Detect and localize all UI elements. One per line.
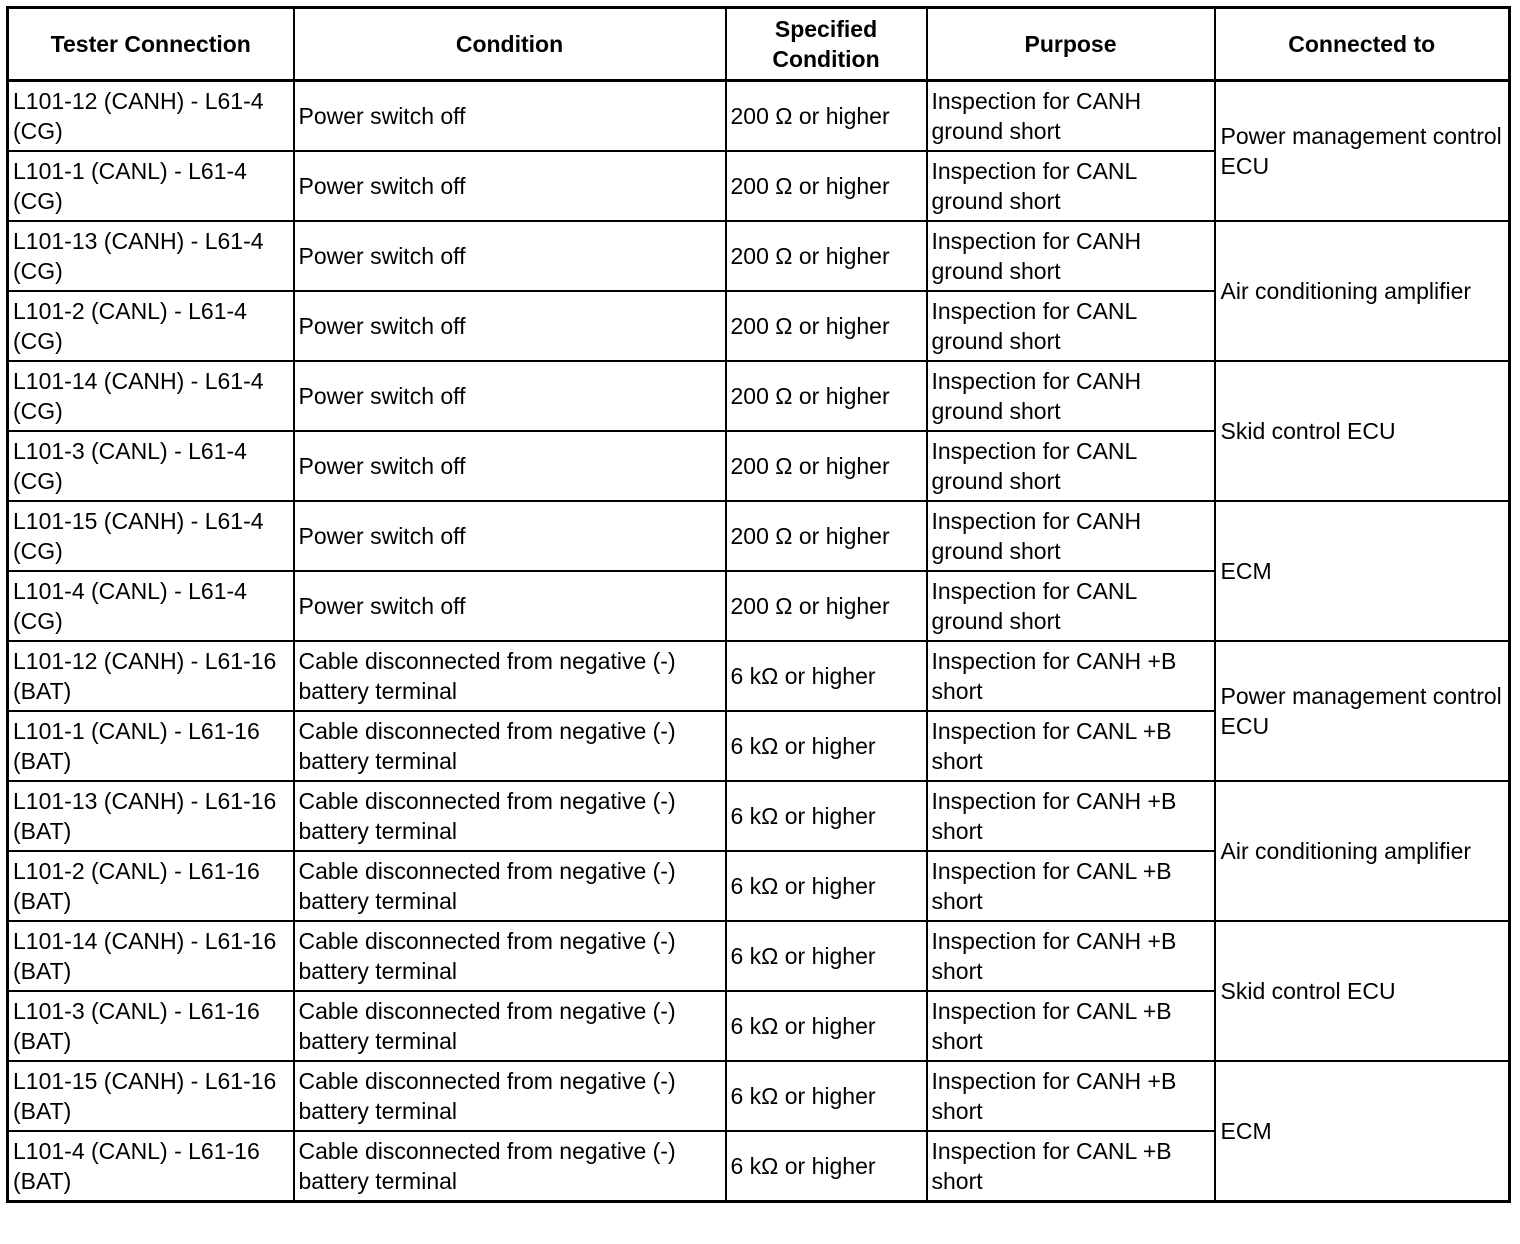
condition-cell: Power switch off — [294, 501, 726, 571]
specified-condition-cell: 200 Ω or higher — [726, 291, 927, 361]
tester-connection-cell: L101-13 (CANH) - L61-16 (BAT) — [8, 781, 294, 851]
tester-connection-cell: L101-13 (CANH) - L61-4 (CG) — [8, 221, 294, 291]
specified-condition-cell: 6 kΩ or higher — [726, 1131, 927, 1202]
condition-cell: Power switch off — [294, 81, 726, 152]
tester-connection-cell: L101-4 (CANL) - L61-4 (CG) — [8, 571, 294, 641]
condition-cell: Power switch off — [294, 431, 726, 501]
specified-condition-cell: 200 Ω or higher — [726, 221, 927, 291]
tester-connection-cell: L101-1 (CANL) - L61-16 (BAT) — [8, 711, 294, 781]
specified-condition-cell: 6 kΩ or higher — [726, 1061, 927, 1131]
tester-connection-cell: L101-12 (CANH) - L61-4 (CG) — [8, 81, 294, 152]
purpose-cell: Inspection for CANL +B short — [927, 991, 1215, 1061]
table-row — [8, 1061, 1510, 1131]
tester-connection-cell: L101-1 (CANL) - L61-4 (CG) — [8, 151, 294, 221]
table-row — [8, 501, 1510, 571]
header-condition: Condition — [294, 8, 726, 81]
table-header — [8, 8, 1510, 81]
specified-condition-cell: 6 kΩ or higher — [726, 991, 927, 1061]
inspection-table — [6, 6, 1511, 1203]
header-connected-to: Connected to — [1215, 8, 1510, 81]
purpose-cell: Inspection for CANL ground short — [927, 431, 1215, 501]
purpose-cell: Inspection for CANL ground short — [927, 151, 1215, 221]
condition-cell: Cable disconnected from negative (-) battery terminal — [294, 641, 726, 711]
header-purpose: Purpose — [927, 8, 1215, 81]
connected-to-cell: Air conditioning amplifier — [1215, 221, 1510, 361]
specified-condition-cell: 200 Ω or higher — [726, 501, 927, 571]
specified-condition-cell: 6 kΩ or higher — [726, 711, 927, 781]
condition-cell: Power switch off — [294, 571, 726, 641]
purpose-cell: Inspection for CANH +B short — [927, 641, 1215, 711]
specified-condition-cell: 200 Ω or higher — [726, 361, 927, 431]
header-row — [8, 8, 1510, 81]
specified-condition-cell: 200 Ω or higher — [726, 81, 927, 152]
connected-to-cell: Skid control ECU — [1215, 361, 1510, 501]
purpose-cell: Inspection for CANL +B short — [927, 711, 1215, 781]
purpose-cell: Inspection for CANH ground short — [927, 221, 1215, 291]
table-row — [8, 781, 1510, 851]
purpose-cell: Inspection for CANL ground short — [927, 571, 1215, 641]
specified-condition-cell: 200 Ω or higher — [726, 431, 927, 501]
tester-connection-cell: L101-15 (CANH) - L61-4 (CG) — [8, 501, 294, 571]
header-specified-condition: Specified Condition — [726, 8, 927, 81]
condition-cell: Cable disconnected from negative (-) battery terminal — [294, 1131, 726, 1202]
purpose-cell: Inspection for CANH +B short — [927, 781, 1215, 851]
condition-cell: Cable disconnected from negative (-) battery terminal — [294, 781, 726, 851]
table-row — [8, 81, 1510, 152]
connected-to-cell: Power management control ECU — [1215, 81, 1510, 222]
table-row — [8, 921, 1510, 991]
tester-connection-cell: L101-15 (CANH) - L61-16 (BAT) — [8, 1061, 294, 1131]
specified-condition-cell: 6 kΩ or higher — [726, 781, 927, 851]
tester-connection-cell: L101-2 (CANL) - L61-4 (CG) — [8, 291, 294, 361]
condition-cell: Cable disconnected from negative (-) battery terminal — [294, 711, 726, 781]
table-row — [8, 221, 1510, 291]
purpose-cell: Inspection for CANL +B short — [927, 851, 1215, 921]
connected-to-cell: ECM — [1215, 501, 1510, 641]
condition-cell: Cable disconnected from negative (-) battery terminal — [294, 991, 726, 1061]
specified-condition-cell: 6 kΩ or higher — [726, 921, 927, 991]
table-body — [8, 81, 1510, 1202]
tester-connection-cell: L101-4 (CANL) - L61-16 (BAT) — [8, 1131, 294, 1202]
connected-to-cell: Air conditioning amplifier — [1215, 781, 1510, 921]
tester-connection-cell: L101-12 (CANH) - L61-16 (BAT) — [8, 641, 294, 711]
purpose-cell: Inspection for CANL ground short — [927, 291, 1215, 361]
condition-cell: Power switch off — [294, 291, 726, 361]
table-row — [8, 641, 1510, 711]
tester-connection-cell: L101-3 (CANL) - L61-16 (BAT) — [8, 991, 294, 1061]
connected-to-cell: Power management control ECU — [1215, 641, 1510, 781]
connected-to-cell: Skid control ECU — [1215, 921, 1510, 1061]
specified-condition-cell: 6 kΩ or higher — [726, 851, 927, 921]
connected-to-cell: ECM — [1215, 1061, 1510, 1202]
purpose-cell: Inspection for CANH ground short — [927, 361, 1215, 431]
table-row — [8, 361, 1510, 431]
purpose-cell: Inspection for CANH +B short — [927, 1061, 1215, 1131]
condition-cell: Power switch off — [294, 151, 726, 221]
tester-connection-cell: L101-3 (CANL) - L61-4 (CG) — [8, 431, 294, 501]
tester-connection-cell: L101-14 (CANH) - L61-16 (BAT) — [8, 921, 294, 991]
purpose-cell: Inspection for CANL +B short — [927, 1131, 1215, 1202]
purpose-cell: Inspection for CANH +B short — [927, 921, 1215, 991]
tester-connection-cell: L101-14 (CANH) - L61-4 (CG) — [8, 361, 294, 431]
specified-condition-cell: 200 Ω or higher — [726, 151, 927, 221]
condition-cell: Cable disconnected from negative (-) battery terminal — [294, 921, 726, 991]
condition-cell: Power switch off — [294, 221, 726, 291]
tester-connection-cell: L101-2 (CANL) - L61-16 (BAT) — [8, 851, 294, 921]
condition-cell: Cable disconnected from negative (-) battery terminal — [294, 851, 726, 921]
condition-cell: Cable disconnected from negative (-) battery terminal — [294, 1061, 726, 1131]
specified-condition-cell: 200 Ω or higher — [726, 571, 927, 641]
specified-condition-cell: 6 kΩ or higher — [726, 641, 927, 711]
purpose-cell: Inspection for CANH ground short — [927, 81, 1215, 152]
purpose-cell: Inspection for CANH ground short — [927, 501, 1215, 571]
header-tester-connection: Tester Connection — [8, 8, 294, 81]
condition-cell: Power switch off — [294, 361, 726, 431]
